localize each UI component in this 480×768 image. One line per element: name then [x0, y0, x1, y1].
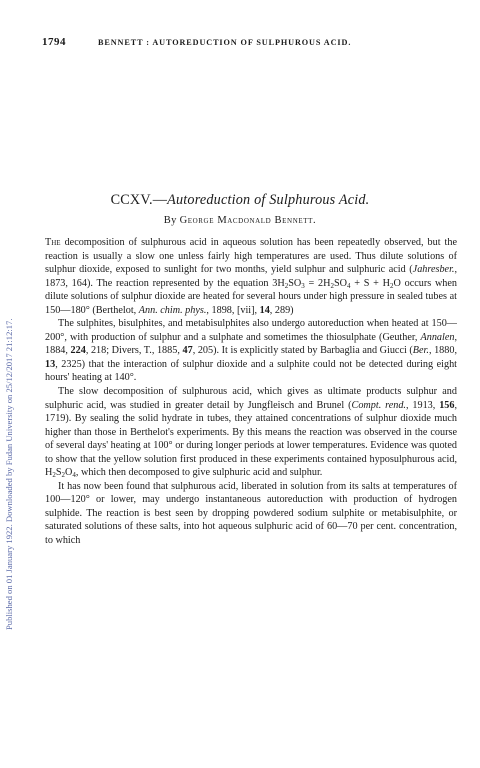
reference-journal: Ann. chim. phys.: [138, 304, 207, 316]
subscript: 3: [301, 281, 305, 290]
subscript: 2: [284, 281, 289, 290]
text-run: The sulphites, bisulphites, and metabisulphites also undergo autoreduction when heated at 150—200°, with production of sulphur and a sulphate and sometimes the thiosulphate (Geuther,: [45, 318, 457, 343]
paragraph-4: [45, 480, 457, 548]
text-run: , which then decomposed to give sulphuric acid and sulphur.: [75, 467, 323, 479]
reference-journal: Ber.: [412, 345, 429, 357]
text-run: S: [55, 467, 62, 479]
text-run: decomposition of sulphurous acid in aqueous solution has been repeatedly observed, but the reaction is usually a slow one unless fairly high temperatures are used. Thus dilute solutions of sulphur dioxide, exposed to sunlight for two months, yield sulphur and sulphuric acid (: [45, 237, 457, 276]
reference-journal: Compt. rend.: [351, 399, 406, 411]
text-run: , 1719). By sealing the solid hydrate in tubes, they attained concentrations of sulphur dioxide much higher than those in Berthelot's experiments. By this means the reaction was observed in the course of several days' heating at 100° or during longer periods at lower temperatures. Evidence was quoted to show that the yellow solution first produced in these experiments contained hyposulphurous acid, H: [45, 399, 458, 479]
volume-number: 14: [259, 304, 270, 316]
text-run: , 1884,: [45, 331, 457, 357]
text-run: It has now been found that sulphurous acid, liberated in solution from its salts at temperatures of 100—120° or lower, may undergo instantaneous autoreduction with production of hydrogen sulphide. The reaction is best seen by dropping powdered sodium sulphite or metabisulphite, or saturated solutions of these salts, into hot aqueous sulphuric acid of 60—70 per cent. concentration, to which: [45, 480, 457, 547]
text-run: , 1880,: [428, 345, 458, 357]
subscript: 4: [346, 281, 351, 290]
text-run: , 2325) that the interaction of sulphur dioxide and a sulphite could not be detected during eight hours' heating at 140°.: [45, 358, 457, 384]
subscript: 2: [61, 471, 66, 480]
volume-number: 156: [439, 399, 455, 411]
text-run: = 2H: [304, 277, 331, 289]
text-run: , 289): [269, 304, 294, 316]
text-run: , 205). It is explicitly stated by Barbaglia and Giucci (: [192, 345, 413, 357]
subscript: 2: [330, 281, 334, 290]
byline-prefix: By: [163, 215, 177, 226]
volume-number: 13: [45, 358, 56, 370]
volume-number: 224: [70, 345, 86, 357]
text-run: The slow decomposition of sulphurous acid, which gives as ultimate products sulphur and sulphuric acid, was studied in greater detail by Jungfleisch and Brunel (: [45, 386, 457, 411]
download-stamp: Published on 01 January 1922. Downloaded by Fudan University on 25/12/2017 21:12:17.: [4, 318, 14, 630]
title-dash: —: [152, 192, 168, 208]
subscript: 2: [390, 281, 394, 290]
paragraph-1: [45, 236, 457, 317]
text-run: , 1873, 164). The reaction represented by the equation 3H: [45, 264, 457, 289]
volume-number: 47: [182, 345, 193, 357]
text-run: O: [65, 467, 73, 479]
page-number: 1794: [42, 36, 66, 48]
article-title: [0, 192, 480, 209]
subscript: 4: [72, 471, 76, 480]
subscript: 2: [52, 471, 56, 480]
author-name: George Macdonald Bennett.: [179, 215, 317, 226]
running-head: BENNETT : AUTOREDUCTION OF SULPHUROUS ACID.: [98, 38, 352, 47]
text-run: O occurs when dilute solutions of sulphur dioxide are heated for several hours under high pressure in sealed tubes at 150—180° (Berthelot,: [45, 277, 458, 316]
article-title-text: Autoreduction of Sulphurous Acid.: [167, 192, 370, 208]
article-body: [45, 236, 457, 548]
text-run: , 1898, [vii],: [206, 304, 260, 316]
lead-word: The: [45, 237, 61, 248]
paragraph-2: [45, 317, 457, 385]
text-run: + S + H: [350, 277, 390, 289]
reference-journal: Annalen: [420, 331, 455, 343]
text-run: SO: [288, 277, 302, 289]
byline: [0, 215, 480, 226]
reference-journal: Jahresber.: [412, 264, 455, 276]
text-run: , 1913,: [405, 399, 440, 411]
text-run: SO: [333, 277, 347, 289]
article-number: CCXV.: [110, 192, 153, 208]
text-run: , 218; Divers, T., 1885,: [85, 345, 183, 357]
paragraph-3: [45, 385, 457, 480]
